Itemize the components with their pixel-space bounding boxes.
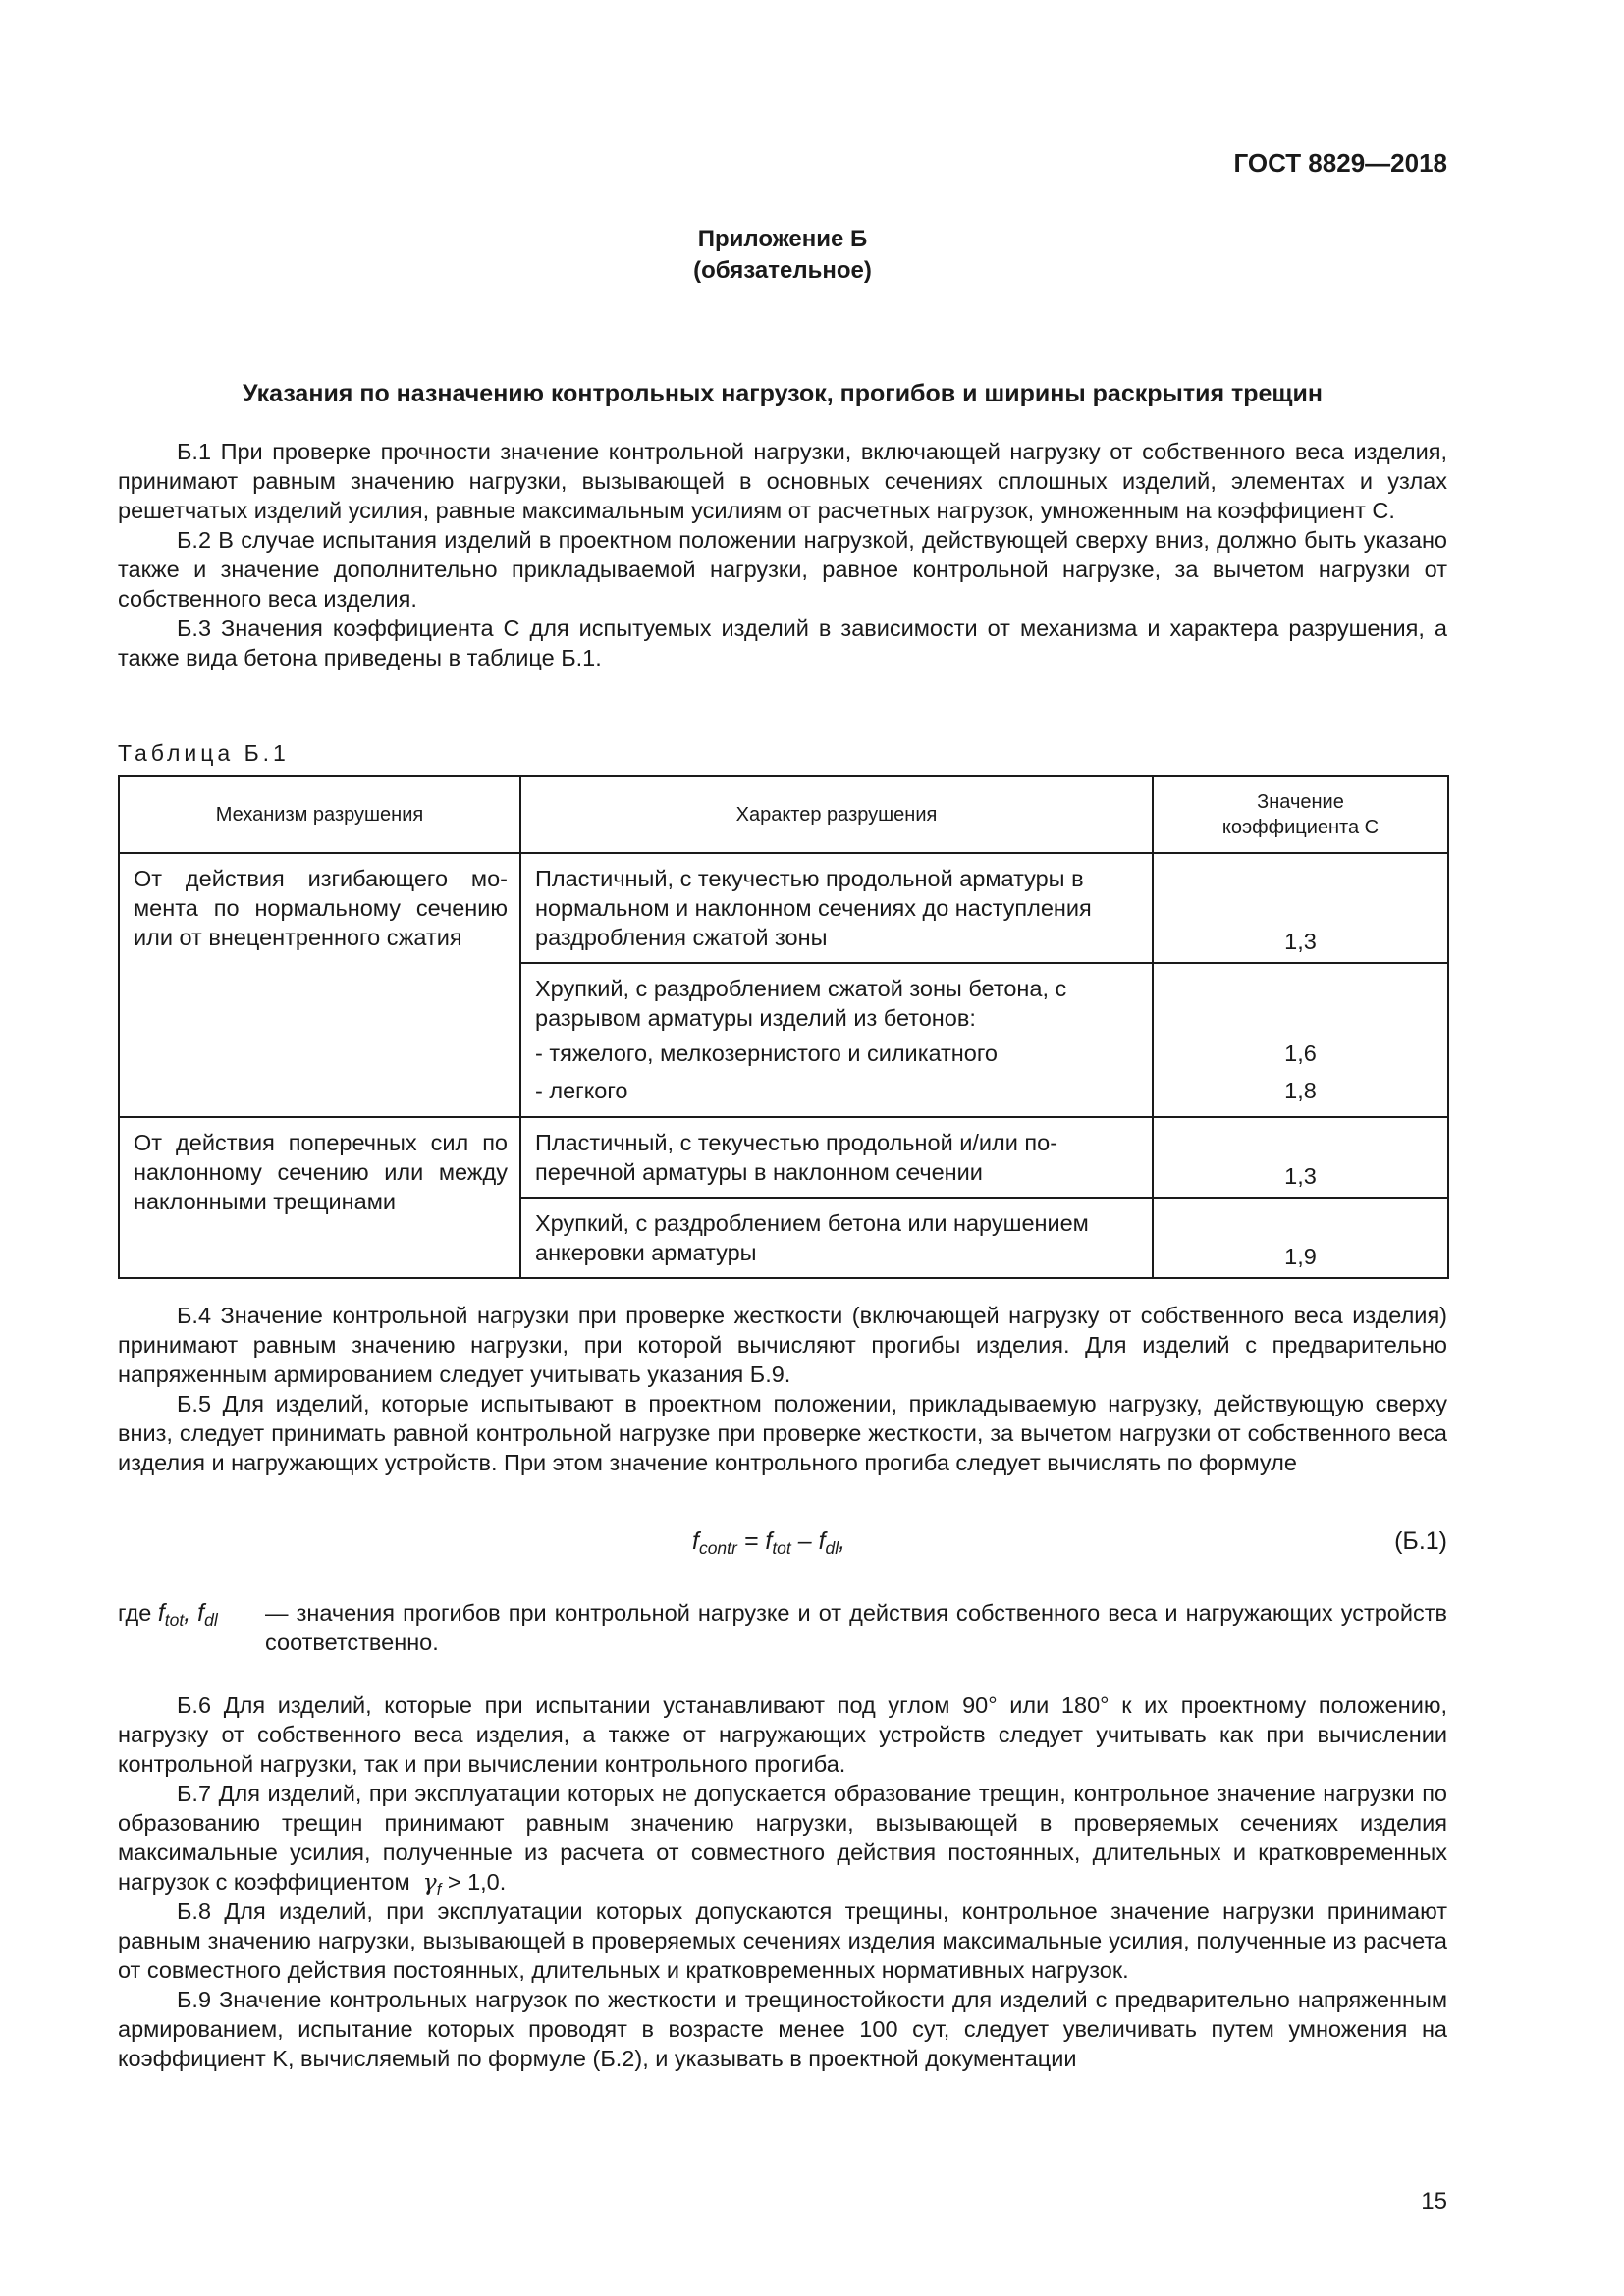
where-text: — значения прогибов при контрольной нагрузке и от действия собственного веса и нагружающих устройств соответственно. bbox=[265, 1600, 1447, 1655]
where-label: где $f_{tot}$, $f_{dl}$ bbox=[118, 1599, 218, 1629]
paragraph-b2: Б.2 В случае испытания изделий в проектном положении нагрузкой, действующей сверху вниз, должно быть указано также и значение дополнительно прикладываемой нагрузки, равное контрольной нагрузке, за вычетом нагрузки от собственного веса изделия. bbox=[118, 527, 1447, 612]
character-cell bbox=[520, 963, 1153, 1117]
paragraphs-bottom bbox=[118, 1690, 1447, 2073]
paragraph-b8: Б.8 Для изделий, при эксплуатации которых допускаются трещины, контрольное значение нагрузки принимают равным значению нагрузки, вызывающей в проверяемых сечениях изделия максимальные усилия, полученные из расчета от совместного действия постоянных, длительных и кратковременных нормативных нагрузок. bbox=[118, 1898, 1447, 1983]
paragraphs-top bbox=[118, 437, 1447, 672]
paragraph-b4: Б.4 Значение контрольной нагрузки при проверке жесткости (включающей нагрузку от собственного веса изделия) принимают равным значению нагрузки, при которой вычисляют прогибы изделия. Для изделий с предварительно напряженным армированием следует учитывать указания Б.9. bbox=[118, 1303, 1447, 1387]
table-row bbox=[119, 853, 1448, 963]
character-cell: Пластичный, с текучестью продольной арматуры в нормальном и наклонном сечениях до наступления раздробления сжатой зоны bbox=[520, 853, 1153, 963]
document-id: ГОСТ 8829—2018 bbox=[1233, 148, 1447, 178]
header-mechanism: Механизм разрушения bbox=[119, 776, 520, 853]
page-number: 15 bbox=[1421, 2188, 1447, 2215]
table-header-row bbox=[119, 776, 1448, 853]
table-caption: Таблица Б.1 bbox=[118, 740, 290, 766]
table-row bbox=[119, 1117, 1448, 1198]
paragraph-b3: Б.3 Значения коэффициента С для испытуемых изделий в зависимости от механизма и характера разрушения, а также вида бетона приведены в таблице Б.1. bbox=[118, 615, 1447, 670]
value-cell: 1,3 bbox=[1153, 853, 1448, 963]
subitem-label: - легкого bbox=[535, 1078, 628, 1103]
subitem-value: 1,6 bbox=[1284, 1041, 1317, 1066]
paragraph-b6: Б.6 Для изделий, которые при испытании устанавливают под углом 90° или 180° к их проектному положению, нагрузку от собственного веса изделия, а также от нагружающих устройств следует учитывать как при вычислении контрольной нагрузки, так и при вычислении контрольного прогиба. bbox=[118, 1692, 1447, 1777]
character-cell: Пластичный, с текучестью продольной и/или поперечной арматуры в наклонном сечении bbox=[520, 1117, 1153, 1198]
character-text: Хрупкий, с раздроблением сжатой зоны бетона, с разрывом арматуры изделий из бетонов: bbox=[535, 976, 1067, 1031]
paragraph-b1: Б.1 При проверке прочности значение контрольной нагрузки, включающей нагрузку от собственного веса изделия, принимают равным значению нагрузки, вызывающей в основных сечениях сплошных изделий, элементах и узлах решетчатых изделий усилия, равные максимальным усилиям от расчетных нагрузок, умноженным на коэффициент С. bbox=[118, 439, 1447, 523]
paragraph-b7: Б.7 Для изделий, при эксплуатации которых не допускается образование трещин, контрольное значение нагрузки по образованию трещин принимают равным значению нагрузки, вызывающей в проверяемых сечениях изделия максимальные усилия, полученные из расчета от совместного действия постоянных, длительных и кратковременных нагрузок с коэффициентом $\gamma_f > 1,0$. bbox=[118, 1781, 1447, 1898]
subitem-label: - тяжелого, мелкозернистого и силикатного bbox=[535, 1041, 998, 1066]
document-page bbox=[118, 0, 1447, 2296]
formula-number: (Б.1) bbox=[1394, 1527, 1447, 1555]
header-value: Значение коэффициента С bbox=[1153, 776, 1448, 853]
value-cell: 1,3 bbox=[1153, 1117, 1448, 1198]
formula-b1 bbox=[118, 1526, 1447, 1562]
coefficient-table bbox=[118, 775, 1449, 1279]
value-cell bbox=[1153, 963, 1448, 1117]
mechanism-cell: От действия изгибающего момента по нормальному сечению или от внецентренного сжатия bbox=[119, 853, 520, 1117]
value-cell: 1,9 bbox=[1153, 1198, 1448, 1278]
appendix-heading bbox=[118, 224, 1447, 287]
mechanism-cell: От действия поперечных сил по наклонному сечению или между наклонными трещинами bbox=[119, 1117, 520, 1278]
paragraphs-mid bbox=[118, 1301, 1447, 1477]
appendix-title: Приложение Б bbox=[697, 226, 868, 252]
formula-explanation bbox=[118, 1598, 1447, 1657]
formula-expression: $f_{contr} = f_{tot} - f_{dl}$, bbox=[692, 1527, 846, 1558]
appendix-status: (обязательное) bbox=[693, 257, 872, 284]
section-title: Указания по назначению контрольных нагрузок, прогибов и ширины раскрытия трещин bbox=[243, 380, 1323, 407]
header-character: Характер разрушения bbox=[520, 776, 1153, 853]
subitem-value: 1,8 bbox=[1284, 1078, 1317, 1103]
paragraph-b9: Б.9 Значение контрольных нагрузок по жесткости и трещиностойкости для изделий с предварительно напряженным армированием, испытание которых проводят в возрасте менее 100 сут, следует увеличивать путем умножения на коэффициент K, вычисляемый по формуле (Б.2), и указывать в проектной документации bbox=[118, 1987, 1447, 2071]
paragraph-b5: Б.5 Для изделий, которые испытывают в проектном положении, прикладываемую нагрузку, действующую сверху вниз, следует принимать равной контрольной нагрузке при проверке жесткости, за вычетом нагрузки от собственного веса изделия и нагружающих устройств. При этом значение контрольного прогиба следует вычислять по формуле bbox=[118, 1391, 1447, 1475]
character-cell: Хрупкий, с раздроблением бетона или нарушением анкеровки арматуры bbox=[520, 1198, 1153, 1278]
